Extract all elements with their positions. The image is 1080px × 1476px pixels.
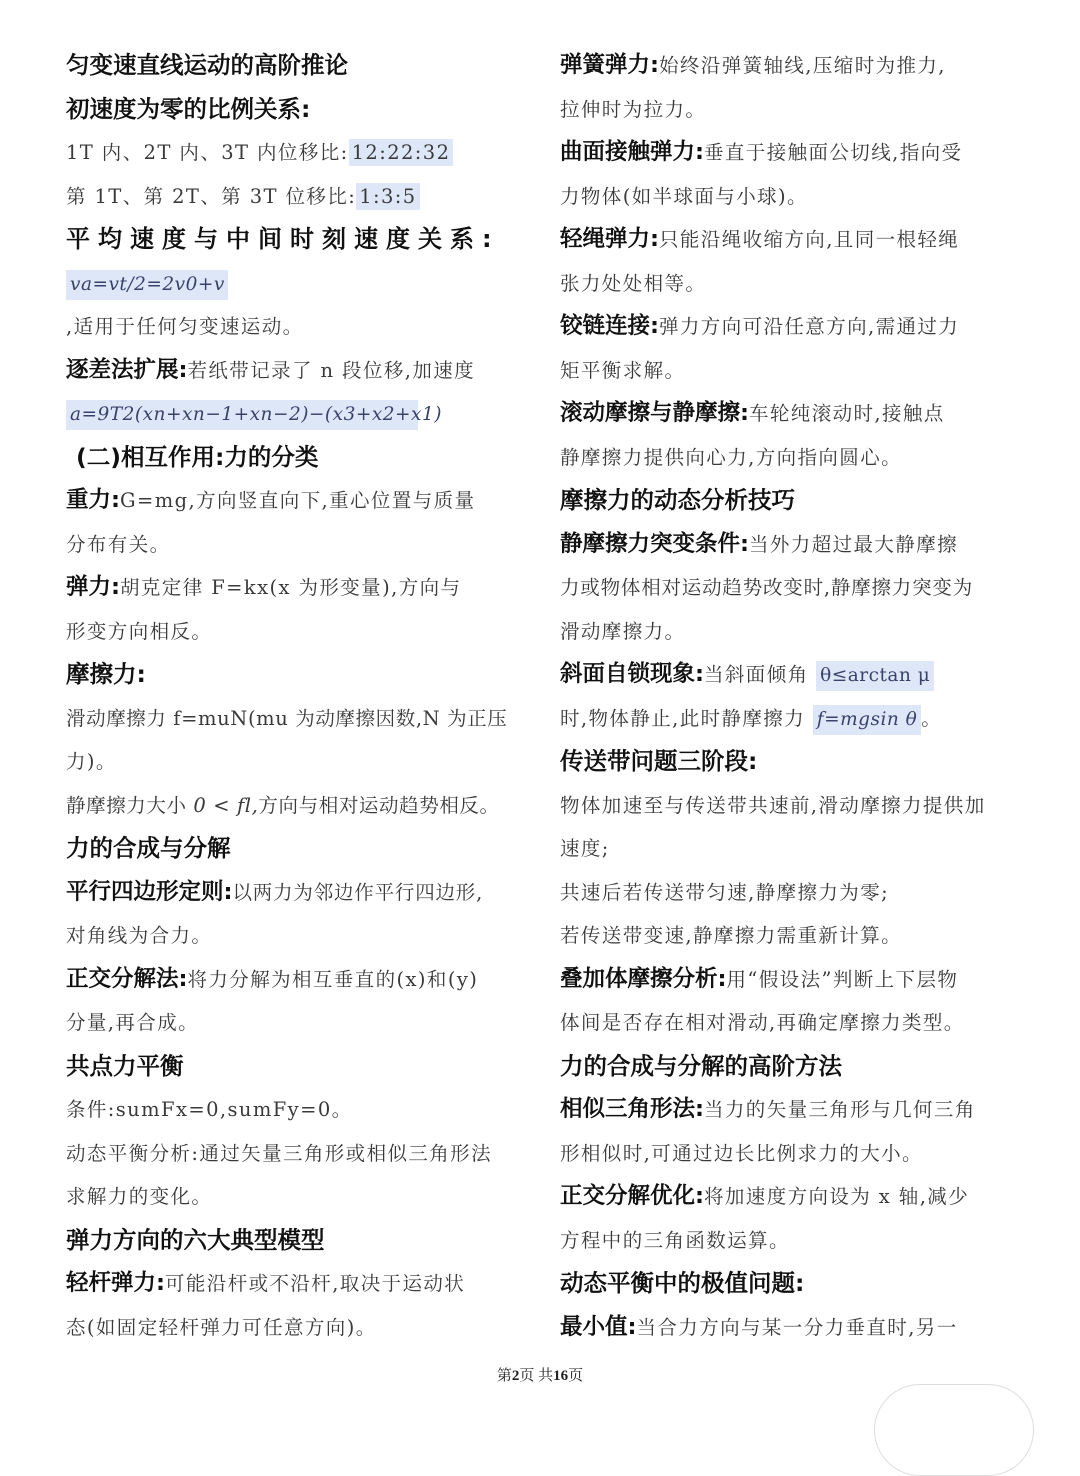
hinge-line-2: 矩平衡求解。: [560, 358, 686, 382]
floating-action-button[interactable]: [874, 1384, 1034, 1476]
footer-middle: 页 共: [519, 1368, 554, 1384]
rolling-friction-line-1: [560, 392, 1026, 436]
heading-six-models: 弹力方向的六大典型模型: [66, 1225, 325, 1254]
stacked-friction-line-2: 体间是否存在相对滑动,再确定摩擦力类型。: [560, 1011, 965, 1034]
parallelogram-heading: 平行四边形定则:: [66, 878, 233, 905]
self-lock-angle-formula: θ≤arctan μ: [816, 661, 934, 691]
spring-text: 始终沿弹簧轴线,压缩时为推力,: [659, 54, 946, 77]
light-rod-heading: 轻杆弹力:: [66, 1270, 165, 1296]
sliding-friction-line-1: 滑动摩擦力 f=muN(mu 为动摩擦因数,N 为正压: [66, 706, 508, 730]
spring-line-1: [560, 44, 1026, 88]
stacked-friction-line-1: [560, 958, 1026, 1002]
static-jump-heading: 静摩擦力突变条件:: [560, 530, 749, 557]
heading-composition-decomposition: 力的合成与分解: [66, 834, 231, 862]
light-rope-line-2: 张力处处相等。: [560, 271, 707, 295]
orthogonal-optimization-line-1: [560, 1175, 1026, 1219]
minimum-line-1: [560, 1306, 1026, 1350]
stacked-friction-heading: 叠加体摩擦分析:: [560, 965, 727, 992]
orthogonal-heading: 正交分解法:: [66, 965, 188, 992]
parallelogram-text: 以两力为邻边作平行四边形,: [232, 880, 484, 904]
light-rope-text: 只能沿绳收缩方向,且同一根轻绳: [659, 228, 960, 251]
self-lock-end: 。: [921, 706, 943, 730]
static-friction-label: 静摩擦力大小: [66, 793, 187, 817]
elastic-line-2: 形变方向相反。: [66, 619, 213, 643]
displacement-ratio-line: [66, 131, 532, 175]
hinge-line-1: [560, 305, 1026, 349]
equilibrium-condition: 条件:sumFx=0,sumFy=0。: [66, 1098, 353, 1121]
self-lock-text: 当斜面倾角: [704, 663, 809, 686]
conveyor-line-4: 若传送带变速,静摩擦力需重新计算。: [560, 924, 902, 947]
curved-contact-heading: 曲面接触弹力:: [560, 139, 704, 165]
similar-triangle-text: 当力的矢量三角形与几何三角: [704, 1098, 976, 1121]
conveyor-line-3: 共速后若传送带匀速,静摩擦力为零;: [560, 880, 890, 904]
static-friction-line: [66, 784, 532, 828]
orthogonal-line-1: [66, 958, 532, 1002]
static-friction-direction: 方向与相对运动趋势相反。: [258, 793, 500, 817]
conveyor-line-2: 速度;: [560, 837, 610, 860]
rolling-friction-line-2: 静摩擦力提供向心力,方向指向圆心。: [560, 445, 902, 469]
displacement-ratio-label: 1T 内、2T 内、3T 内位移比:: [66, 141, 349, 164]
curved-contact-line-2: 力物体(如半球面与小球)。: [560, 184, 808, 208]
footer-prefix: 第: [496, 1368, 512, 1384]
dynamic-balance-line-2: 求解力的变化。: [66, 1185, 213, 1208]
self-lock-heading: 斜面自锁现象:: [560, 661, 704, 687]
page-footer: [0, 1364, 1080, 1385]
self-lock-text-2: 时,物体静止,此时静摩擦力: [560, 706, 806, 730]
elastic-text: 胡克定律 F=kx(x 为形变量),方向与: [120, 576, 462, 599]
right-column: [560, 44, 1026, 1349]
gravity-line-1: [66, 479, 532, 523]
displacement-ratio-value: 12:22:32: [349, 139, 454, 166]
spring-line-2: 拉伸时为拉力。: [560, 97, 707, 121]
friction-heading: 摩擦力:: [66, 660, 146, 688]
orthogonal-optimization-line-2: 方程中的三角函数运算。: [560, 1228, 790, 1252]
similar-triangle-line-2: 形相似时,可通过边长比例求力的大小。: [560, 1141, 923, 1165]
parallelogram-line-1: [66, 871, 532, 915]
orthogonal-line-2: 分量,再合成。: [66, 1011, 199, 1034]
sliding-friction-line-2: 力)。: [66, 750, 117, 773]
footer-suffix: 页: [568, 1368, 584, 1384]
successive-difference-heading: 逐差法扩展:: [66, 356, 188, 383]
hinge-text: 弹力方向可沿任意方向,需通过力: [659, 315, 960, 338]
spring-heading: 弹簧弹力:: [560, 52, 659, 78]
elastic-line-1: [66, 566, 532, 610]
static-jump-line-3: 滑动摩擦力。: [560, 619, 686, 643]
orthogonal-optimization-heading: 正交分解优化:: [560, 1183, 704, 1209]
self-lock-line-2: [560, 697, 1026, 741]
successive-difference-formula-line: [66, 392, 532, 436]
static-jump-text: 当外力超过最大静摩擦: [749, 532, 959, 556]
orthogonal-optimization-text: 将加速度方向设为 x 轴,减少: [704, 1185, 970, 1208]
hinge-heading: 铰链连接:: [560, 313, 659, 339]
average-velocity-note: ,适用于任何匀变速运动。: [66, 315, 304, 338]
similar-triangle-line-1: [560, 1088, 1026, 1132]
minimum-text: 当合力方向与某一分力垂直时,另一: [636, 1315, 958, 1339]
nth-displacement-ratio-line: [66, 175, 532, 219]
static-jump-line-1: [560, 523, 1026, 567]
self-lock-friction-formula: f=mgsin θ: [813, 705, 922, 735]
rolling-friction-text: 车轮纯滚动时,接触点: [749, 402, 945, 425]
light-rod-line-1: [66, 1262, 532, 1306]
rolling-friction-heading: 滚动摩擦与静摩擦:: [560, 400, 749, 426]
light-rod-text: 可能沿杆或不沿杆,取决于运动状: [165, 1272, 466, 1295]
dynamic-balance-line-1: 动态平衡分析:通过矢量三角形或相似三角形法: [66, 1141, 492, 1165]
heading-concurrent-equilibrium: 共点力平衡: [66, 1051, 184, 1080]
conveyor-line-1: 物体加速至与传送带共速前,滑动摩擦力提供加: [560, 793, 986, 817]
similar-triangle-heading: 相似三角形法:: [560, 1096, 704, 1122]
light-rope-line-1: [560, 218, 1026, 262]
heading-extreme-value: 动态平衡中的极值问题:: [560, 1269, 805, 1297]
left-column: [66, 44, 532, 1349]
successive-difference-formula: a=9T2(xn+xn−1+xn−2)−(x3+x2+x1): [66, 400, 418, 430]
parallelogram-line-2: 对角线为合力。: [66, 924, 213, 947]
heading-section-interaction: (二)相互作用:力的分类: [76, 442, 319, 471]
minimum-heading: 最小值:: [560, 1313, 637, 1340]
gravity-heading: 重力:: [66, 487, 120, 513]
gravity-line-2: 分布有关。: [66, 532, 171, 556]
conveyor-heading: 传送带问题三阶段:: [560, 747, 758, 775]
average-velocity-formula: va=vt/2=2v0+v: [66, 270, 228, 300]
footer-page-number: 2: [511, 1368, 520, 1384]
curved-contact-line-1: [560, 131, 1026, 175]
light-rod-line-2: 态(如固定轻杆弹力可任意方向)。: [66, 1315, 377, 1339]
heading-average-velocity: 平均速度与中间时刻速度关系:: [66, 225, 500, 253]
stacked-friction-text: 用“假设法”判断上下层物: [726, 967, 959, 991]
heading-advanced-methods: 力的合成与分解的高阶方法: [560, 1051, 842, 1080]
curved-contact-text: 垂直于接触面公切线,指向受: [704, 141, 963, 164]
light-rope-heading: 轻绳弹力:: [560, 226, 659, 252]
self-lock-line-1: [560, 653, 1026, 697]
successive-difference-text: 若纸带记录了 n 段位移,加速度: [187, 358, 476, 382]
nth-displacement-ratio-label: 第 1T、第 2T、第 3T 位移比:: [66, 184, 357, 208]
footer-total-pages: 16: [553, 1368, 569, 1384]
gravity-text: G=mg,方向竖直向下,重心位置与质量: [120, 489, 476, 512]
average-velocity-formula-line: [66, 262, 532, 306]
heading-zero-initial-velocity-ratios: 初速度为零的比例关系:: [66, 94, 311, 123]
elastic-heading: 弹力:: [66, 574, 120, 600]
heading-friction-dynamics: 摩擦力的动态分析技巧: [560, 486, 795, 514]
heading-advanced-corollaries: 匀变速直线运动的高阶推论: [66, 51, 348, 79]
static-friction-math: 0 < fl,: [193, 793, 259, 817]
successive-difference-line: [66, 349, 532, 393]
orthogonal-text: 将力分解为相互垂直的(x)和(y): [187, 967, 479, 991]
nth-displacement-ratio-value: 1:3:5: [356, 183, 419, 210]
static-jump-line-2: 力或物体相对运动趋势改变时,静摩擦力突变为: [560, 576, 973, 599]
